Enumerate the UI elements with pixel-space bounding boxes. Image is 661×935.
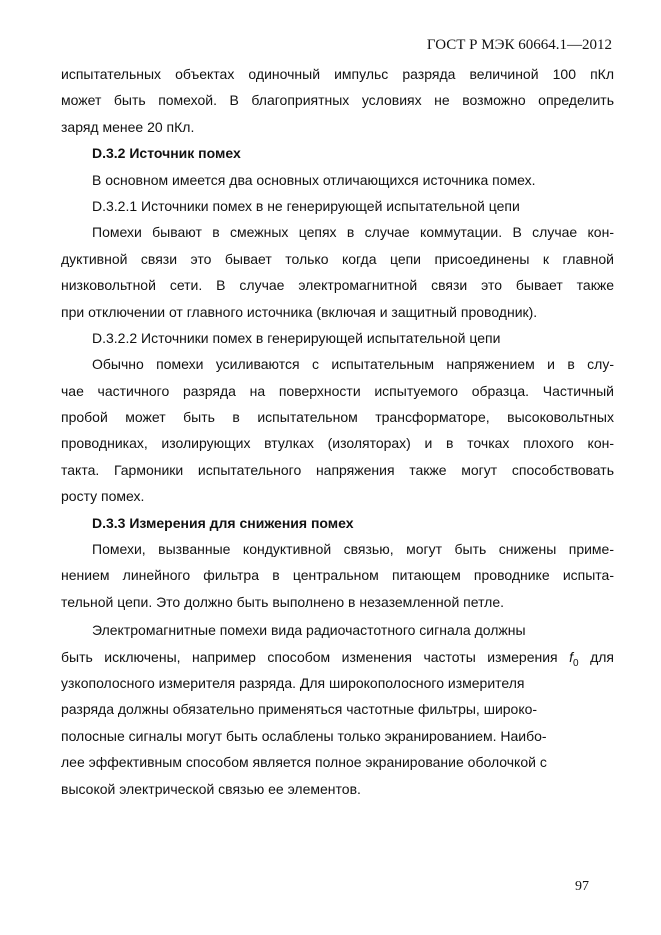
text-line: заряд менее 20 пКл. [61,118,195,135]
subsection-heading-d321: D.3.2.1 Источники помех в не генерирующей испытательной цепи [92,197,520,214]
text-line: высокой электрической связью ее элементов. [61,780,361,797]
text-line: испытательных объектах одиночный импульс разряда величиной 100 пКл [61,66,614,82]
text-line: чае частичного разряда на поверхности испытуемого образца. Частичный [61,382,614,399]
text-fragment: для [578,648,614,665]
text-line: лее эффективным способом является полное экранирование оболочкой с [61,754,547,771]
text-fragment: быть исключены, например способом изменения частоты измерения [61,648,570,665]
paragraph-electromagnetic [61,617,614,802]
text-line: при отключении от главного источника (включая и защитный проводник). [61,303,538,320]
text-line [61,644,614,670]
text-line: низковольтной сети. В случае электромагнитной связи это бывает также [61,277,614,294]
paragraph-continuation [61,61,614,140]
paragraph-sources: В основном имеется два основных отличающихся источника помех. [92,171,536,188]
section-heading-d33: D.3.3 Измерения для снижения помех [92,514,354,531]
document-body [61,61,614,802]
paragraph-non-generating [61,219,614,325]
text-line: дуктивной связи это бывает только когда цепи присоединены к главной [61,250,614,267]
paragraph-generating [61,351,614,509]
frequency-symbol: f [569,648,573,665]
text-line: узкополосного измерителя разряда. Для широкополосного измерителя [61,674,525,691]
page-header: ГОСТ Р МЭК 60664.1—2012 [426,37,612,53]
section-heading-d32: D.3.2 Источник помех [92,145,241,162]
text-line: пробой может быть в испытательном трансформаторе, высоковольтных [61,409,614,426]
text-line: разряда должны обязательно применяться частотные фильтры, широко- [61,701,538,718]
text-line: росту помех. [61,488,145,505]
text-line: такта. Гармоники испытательного напряжения также могут способствовать [61,461,614,478]
text-line: нением линейного фильтра в центральном питающем проводнике испыта- [61,567,614,584]
text-line: полосные сигналы могут быть ослаблены только экранированием. Наибо- [61,727,547,744]
page-number: 97 [575,879,589,894]
text-line: проводниках, изолирующих втулках (изоляторах) и в точках плохого кон- [61,435,614,452]
text-line: может быть помехой. В благоприятных условиях не возможно определить [61,92,614,109]
text-line: тельной цепи. Это должно быть выполнено в незаземленной петле. [61,593,505,610]
paragraph-conductive [61,536,614,615]
text-line: Обычно помехи усиливаются с испытательным напряжением и в слу- [92,356,614,373]
frequency-subscript: 0 [573,657,579,669]
text-line: Помехи, вызванные кондуктивной связью, могут быть снижены приме- [92,541,614,558]
subsection-heading-d322: D.3.2.2 Источники помех в генерирующей испытательной цепи [92,329,501,346]
text-line: Помехи бывают в смежных цепях в случае коммутации. В случае кон- [92,224,614,241]
text-line: Электромагнитные помехи вида радиочастотного сигнала должны [92,622,526,639]
